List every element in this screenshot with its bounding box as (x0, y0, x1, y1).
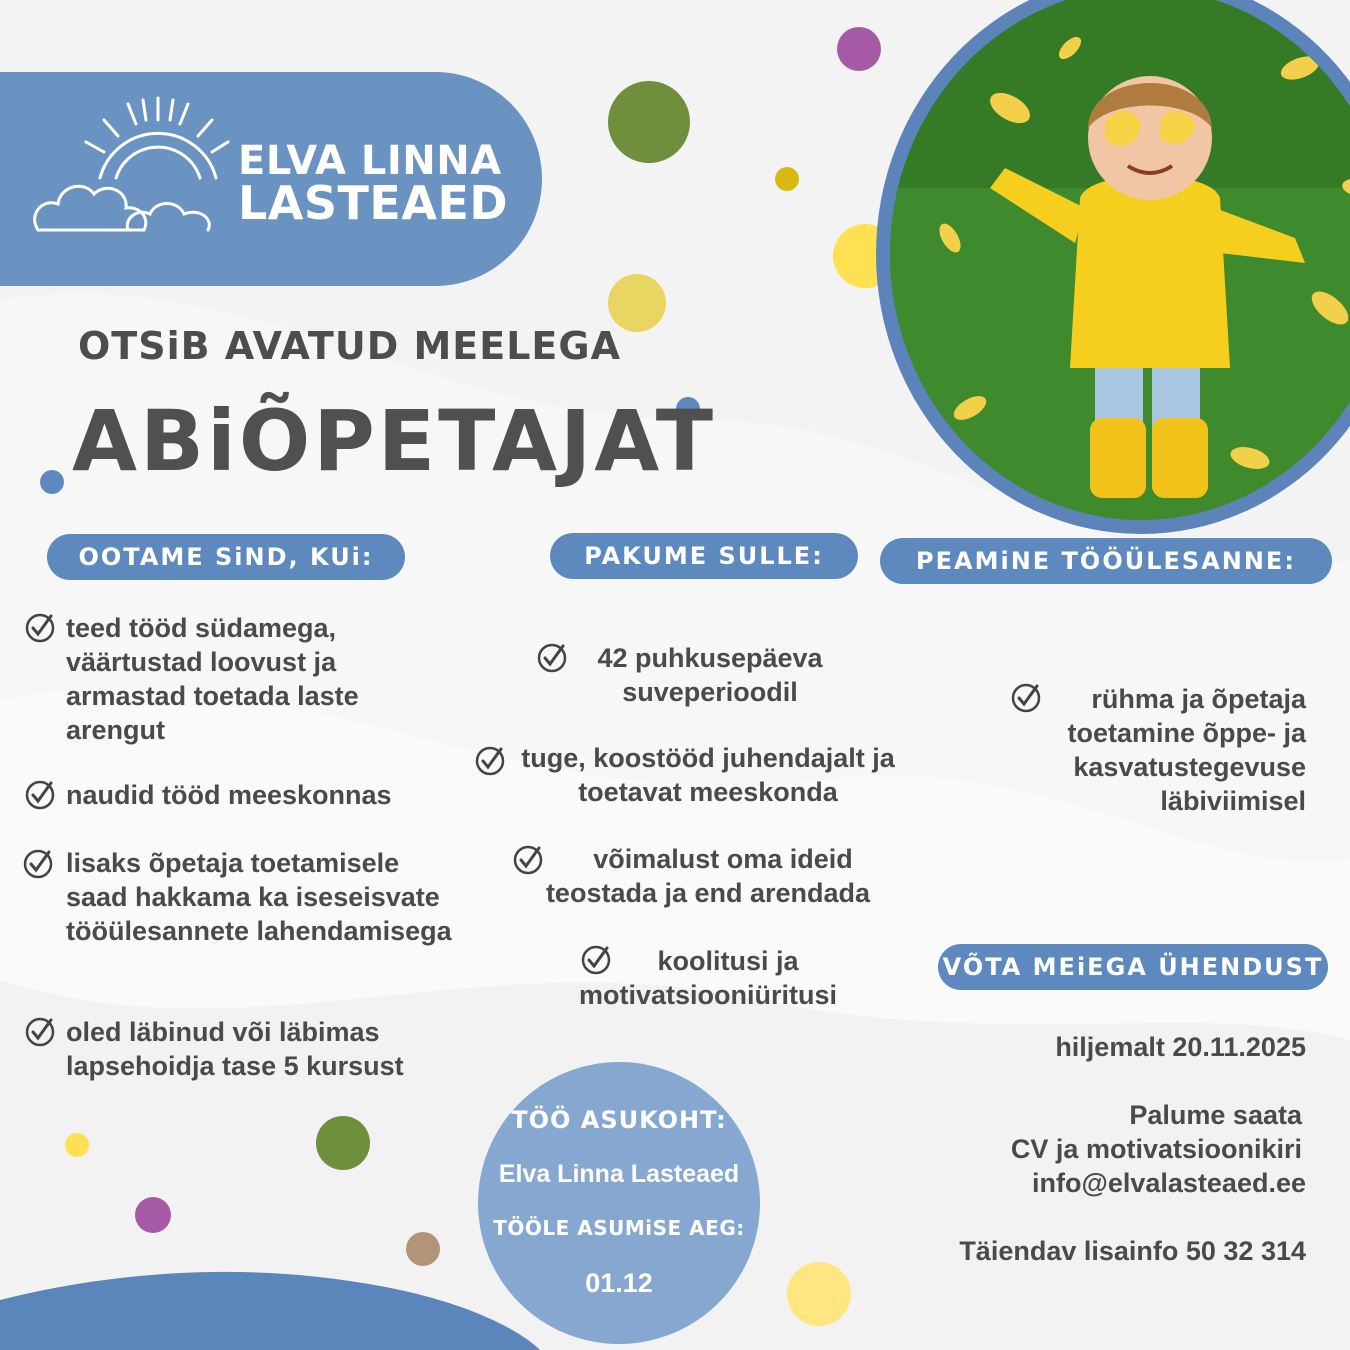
decor-dot (608, 81, 690, 163)
send-line-2: CV ja motivatsioonikiri (1010, 1134, 1302, 1164)
headline: ABiÕPETAJAT (72, 392, 717, 490)
email-text[interactable]: info@elvalasteaed.ee (1032, 1168, 1306, 1198)
decor-dot (837, 27, 881, 71)
brand-line-1: ELVA LINNA (238, 138, 502, 184)
list-item (512, 741, 904, 809)
decor-dot (40, 470, 64, 494)
list-item (570, 641, 850, 709)
list-item-text: rühma ja õpetaja toetamine õppe- ja kasvatustegevuse läbiviimisel (1067, 684, 1306, 816)
list-item (66, 778, 456, 812)
decor-dot (135, 1197, 171, 1233)
list-item (66, 1015, 466, 1083)
section-label-left: OOTAME SiND, KUi: (47, 534, 405, 580)
checkmark-circle-icon (24, 612, 56, 644)
list-item (66, 846, 466, 948)
decor-dot (775, 167, 799, 191)
list-item (558, 944, 858, 1012)
contact-label: VÕTA MEiEGA ÜHENDUST (938, 944, 1328, 990)
decor-dot (787, 1262, 851, 1326)
start-value: 01.12 (585, 1268, 653, 1298)
list-item-text: teed tööd südamega, väärtustad loovust ja armastad toetada laste arengut (66, 613, 359, 745)
checkmark-circle-icon (22, 848, 54, 880)
decor-dot (65, 1133, 89, 1157)
phone-text: Täiendav lisainfo 50 32 314 (959, 1236, 1306, 1266)
list-item-text: tuge, koostööd juhendajalt ja toetavat meeskonda (521, 743, 895, 807)
location-label: TÖÖ ASUKOHT: (511, 1106, 727, 1134)
list-item (516, 842, 900, 910)
checkmark-circle-icon (536, 642, 568, 674)
list-item (66, 611, 456, 747)
list-item-text: lisaks õpetaja toetamisele saad hakkama ka iseseisvate tööülesannete lahendamisega (66, 848, 452, 946)
list-item-text: oled läbinud või läbimas lapsehoidja tase 5 kursust (66, 1017, 404, 1081)
list-item-text: 42 puhkusepäeva suveperioodil (597, 643, 823, 707)
checkmark-circle-icon (580, 944, 612, 976)
sun-cloud-logo-icon (28, 90, 238, 240)
send-line-1: Palume saata (1129, 1100, 1302, 1130)
checkmark-circle-icon (24, 779, 56, 811)
checkmark-circle-icon (474, 745, 506, 777)
brand-line-2: LASTEAED (238, 176, 509, 230)
list-item-text: naudid tööd meeskonnas (66, 780, 392, 810)
list-item-text: võimalust oma ideid teostada ja end arendada (545, 844, 871, 908)
checkmark-circle-icon (512, 844, 544, 876)
section-label-right: PEAMiNE TÖÖÜLESANNE: (880, 538, 1332, 584)
checkmark-circle-icon (1010, 682, 1042, 714)
deadline-text: hiljemalt 20.11.2025 (1055, 1032, 1306, 1062)
decor-dot (406, 1232, 440, 1266)
location-circle (478, 1062, 760, 1344)
list-item (1020, 682, 1306, 818)
list-item-text: koolitusi ja motivatsiooniüritusi (578, 946, 838, 1010)
start-label: TÖÖLE ASUMiSE AEG: (493, 1216, 745, 1240)
decor-dot (316, 1116, 370, 1170)
location-value: Elva Linna Lasteaed (498, 1160, 740, 1188)
tagline: OTSiB AVATUD MEELEGA (78, 324, 621, 368)
brand-name (238, 138, 509, 230)
child-photo (890, 0, 1350, 520)
checkmark-circle-icon (24, 1016, 56, 1048)
section-label-middle: PAKUME SULLE: (550, 533, 858, 579)
